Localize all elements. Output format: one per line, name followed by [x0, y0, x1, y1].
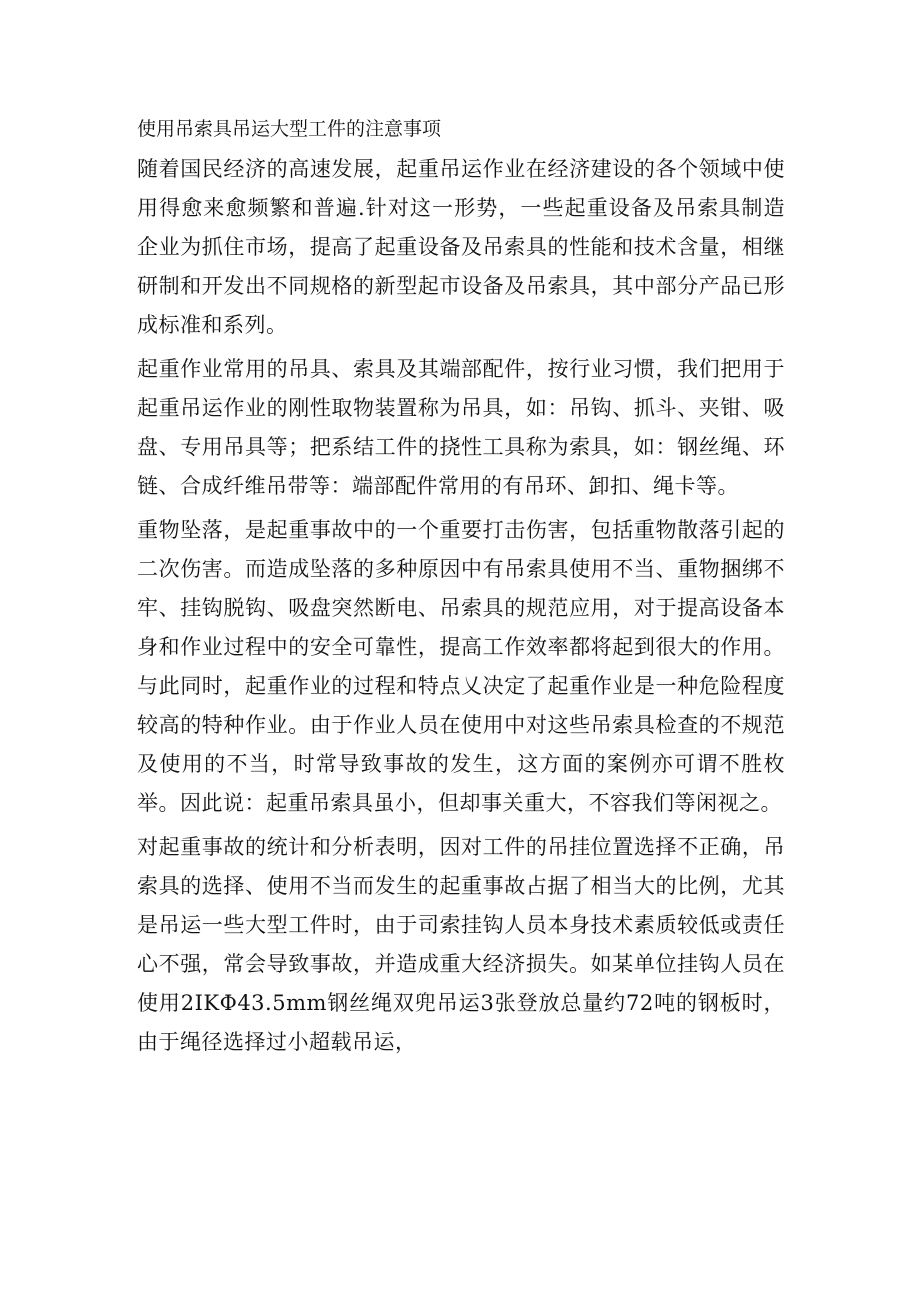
paragraph-accident-statistics: 对起重事故的统计和分析表明，因对工件的吊挂位置选择不正确，吊索具的选择、使用不当而发生的起重事故占据了相当大的比例，尤其是吊运一些大型工件时，由于司索挂钩人员本身技术素质较低或责任心不强，常会导致事故，并造成重大经济损失。如某单位挂钩人员在使用2IKΦ43.5mm钢丝绳双兜吊运3张登放总量约72吨的钢板时，由于绳径选择过小超载吊运， — [137, 835, 785, 1054]
document-title: 使用吊索具吊运大型工件的注意事项 — [137, 118, 442, 140]
document-body — [137, 110, 785, 1067]
paragraph-falling-hazards: 重物坠落，是起重事故中的一个重要打击伤害，包括重物散落引起的二次伤害。而造成坠落的多种原因中有吊索具使用不当、重物捆绑不牢、挂钩脱钩、吸盘突然断电、吊索具的规范应用，对于提高设备本身和作业过程中的安全可靠性，提高工作效率都将起到很大的作用。与此同时，起重作业的过程和特点乂决定了起重作业是一种危险程度较高的特种作业。由于作业人员在使用中对这些吊索具检查的不规范及使用的不当，时常导致事故的发生，这方面的案例亦可谓不胜枚举。因此说：起重吊索具虽小，但却事关重大，不容我们等闲视之。 — [137, 518, 785, 815]
paragraph-intro: 随着国民经济的高速发展，起重吊运作业在经济建设的各个领域中使用得愈来愈频繁和普遍.针对这一形势，一些起重设备及吊索具制造企业为抓住市场，提高了起重设备及吊索具的性能和技术含量，相继研制和开发出不同规格的新型起市设备及吊索具，其中部分产品已形成标准和系列。 — [137, 157, 785, 337]
paragraph-rigging-definitions: 起重作业常用的吊具、索具及其端部配件，按行业习惯，我们把用于起重吊运作业的刚性取物装置称为吊具，如：吊钩、抓斗、夹钳、吸盘、专用吊具等；把系结工件的挠性工具称为索具，如：钢丝绳、环链、合成纤维吊带等：端部配件常用的有吊环、卸扣、绳卡等。 — [137, 357, 785, 498]
